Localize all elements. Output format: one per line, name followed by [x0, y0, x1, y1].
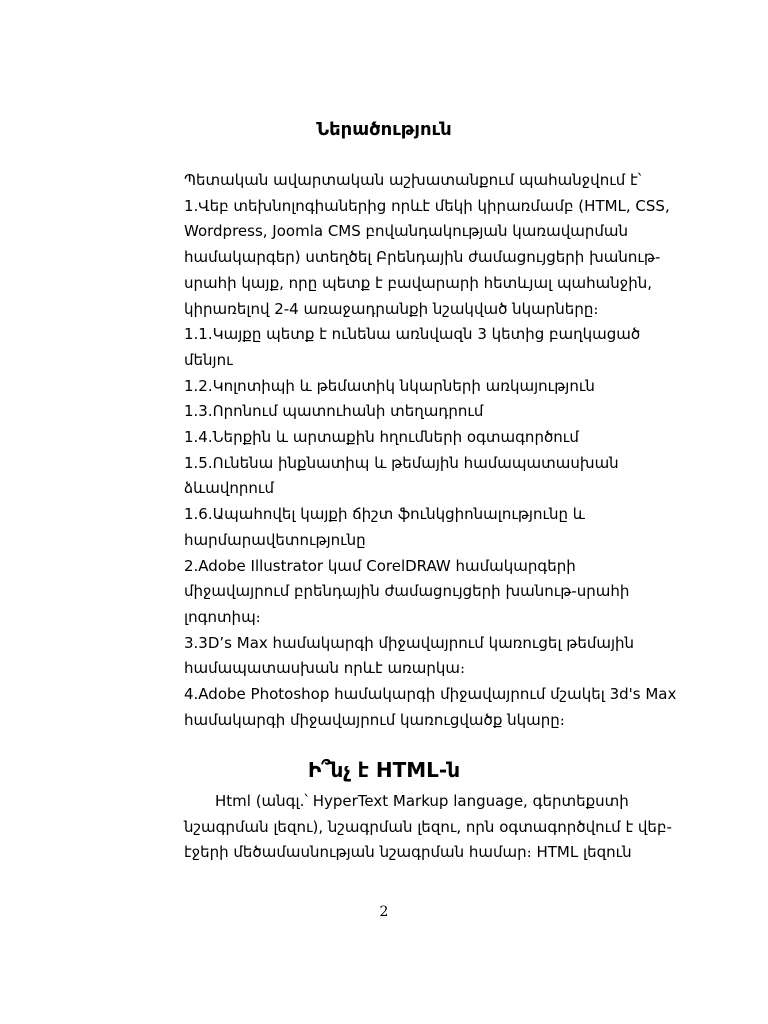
text-line: ձևավորում — [184, 479, 274, 498]
html-description-text — [184, 789, 704, 866]
section-title-what-is-html: Ի՞նչ է HTML-ն — [307, 758, 461, 782]
text-line: կիրառելով 2-4 առաջադրանքի նշակված նկարները։ — [184, 299, 599, 318]
text-line: լոգոտիպ։ — [184, 607, 261, 626]
page-number: 2 — [379, 904, 389, 920]
text-line: 1.5.Ունենա ինքնատիպ և թեմային համապատասխան — [184, 453, 619, 472]
text-line: Html (անգլ.՝ HyperText Markup language, գերտեքստի — [215, 792, 629, 810]
text-line: 1.3.Որոնում պատուհանի տեղադրում — [184, 402, 484, 421]
text-line: Պետական ավարտական աշխատանքում պահանջվում է՝ — [184, 171, 642, 189]
section-title-introduction: Ներածություն — [316, 119, 452, 140]
text-line: մենյու — [184, 350, 233, 369]
text-line: Wordpress, Joomla CMS բովանդակության կառավարման — [184, 222, 629, 241]
requirements-text — [184, 168, 704, 733]
text-line: միջավայրում բրենդային ժամացույցերի խանութ-սրահի — [184, 582, 630, 601]
text-line: 1.2.Կոլոտիպի և թեմատիկ նկարների առկայություն — [184, 376, 595, 395]
text-line: 1.6.Ապահովել կայքի ճիշտ ֆունկցիոնալությունը և — [184, 505, 585, 524]
text-line: հարմարավետությունը — [184, 530, 366, 549]
text-line: 3.3D’s Max համակարգի միջավայրում կառուցել թեմային — [184, 633, 635, 652]
text-line: էջերի մեծամասնության նշագրման համար։ HTML լեզուն — [184, 843, 632, 862]
text-line: նշագրման լեզու), նշագրման լեզու, որն օգտագործվում է վեբ- — [184, 817, 672, 836]
text-line: 2.Adobe Illustrator կամ CorelDRAW համակարգերի — [184, 556, 576, 575]
text-line: 1.Վեբ տեխնոլոգիաներից որևէ մեկի կիրառմամբ (HTML, CSS, — [184, 196, 670, 215]
text-line: 4.Adobe Photoshop համակարգի միջավայրում մշակել 3d's Max — [184, 685, 677, 704]
text-line: համակարգի միջավայրում կառուցվածք նկարը։ — [184, 710, 565, 729]
text-line: 1.4.Ներքին և արտաքին հղումների օգտագործում — [184, 428, 579, 447]
text-line: սրահի կայք, որը պետք է բավարարի հետևյալ պահանջին, — [184, 273, 652, 292]
text-line: համապատասխան որևէ առարկա։ — [184, 659, 466, 678]
text-line: 1.1.Կայքը պետք է ունենա առնվազն 3 կետից բաղկացած — [184, 325, 641, 344]
text-line: համակարգեր) ստեղծել Բրենդային ժամացույցերի խանութ- — [184, 248, 661, 267]
